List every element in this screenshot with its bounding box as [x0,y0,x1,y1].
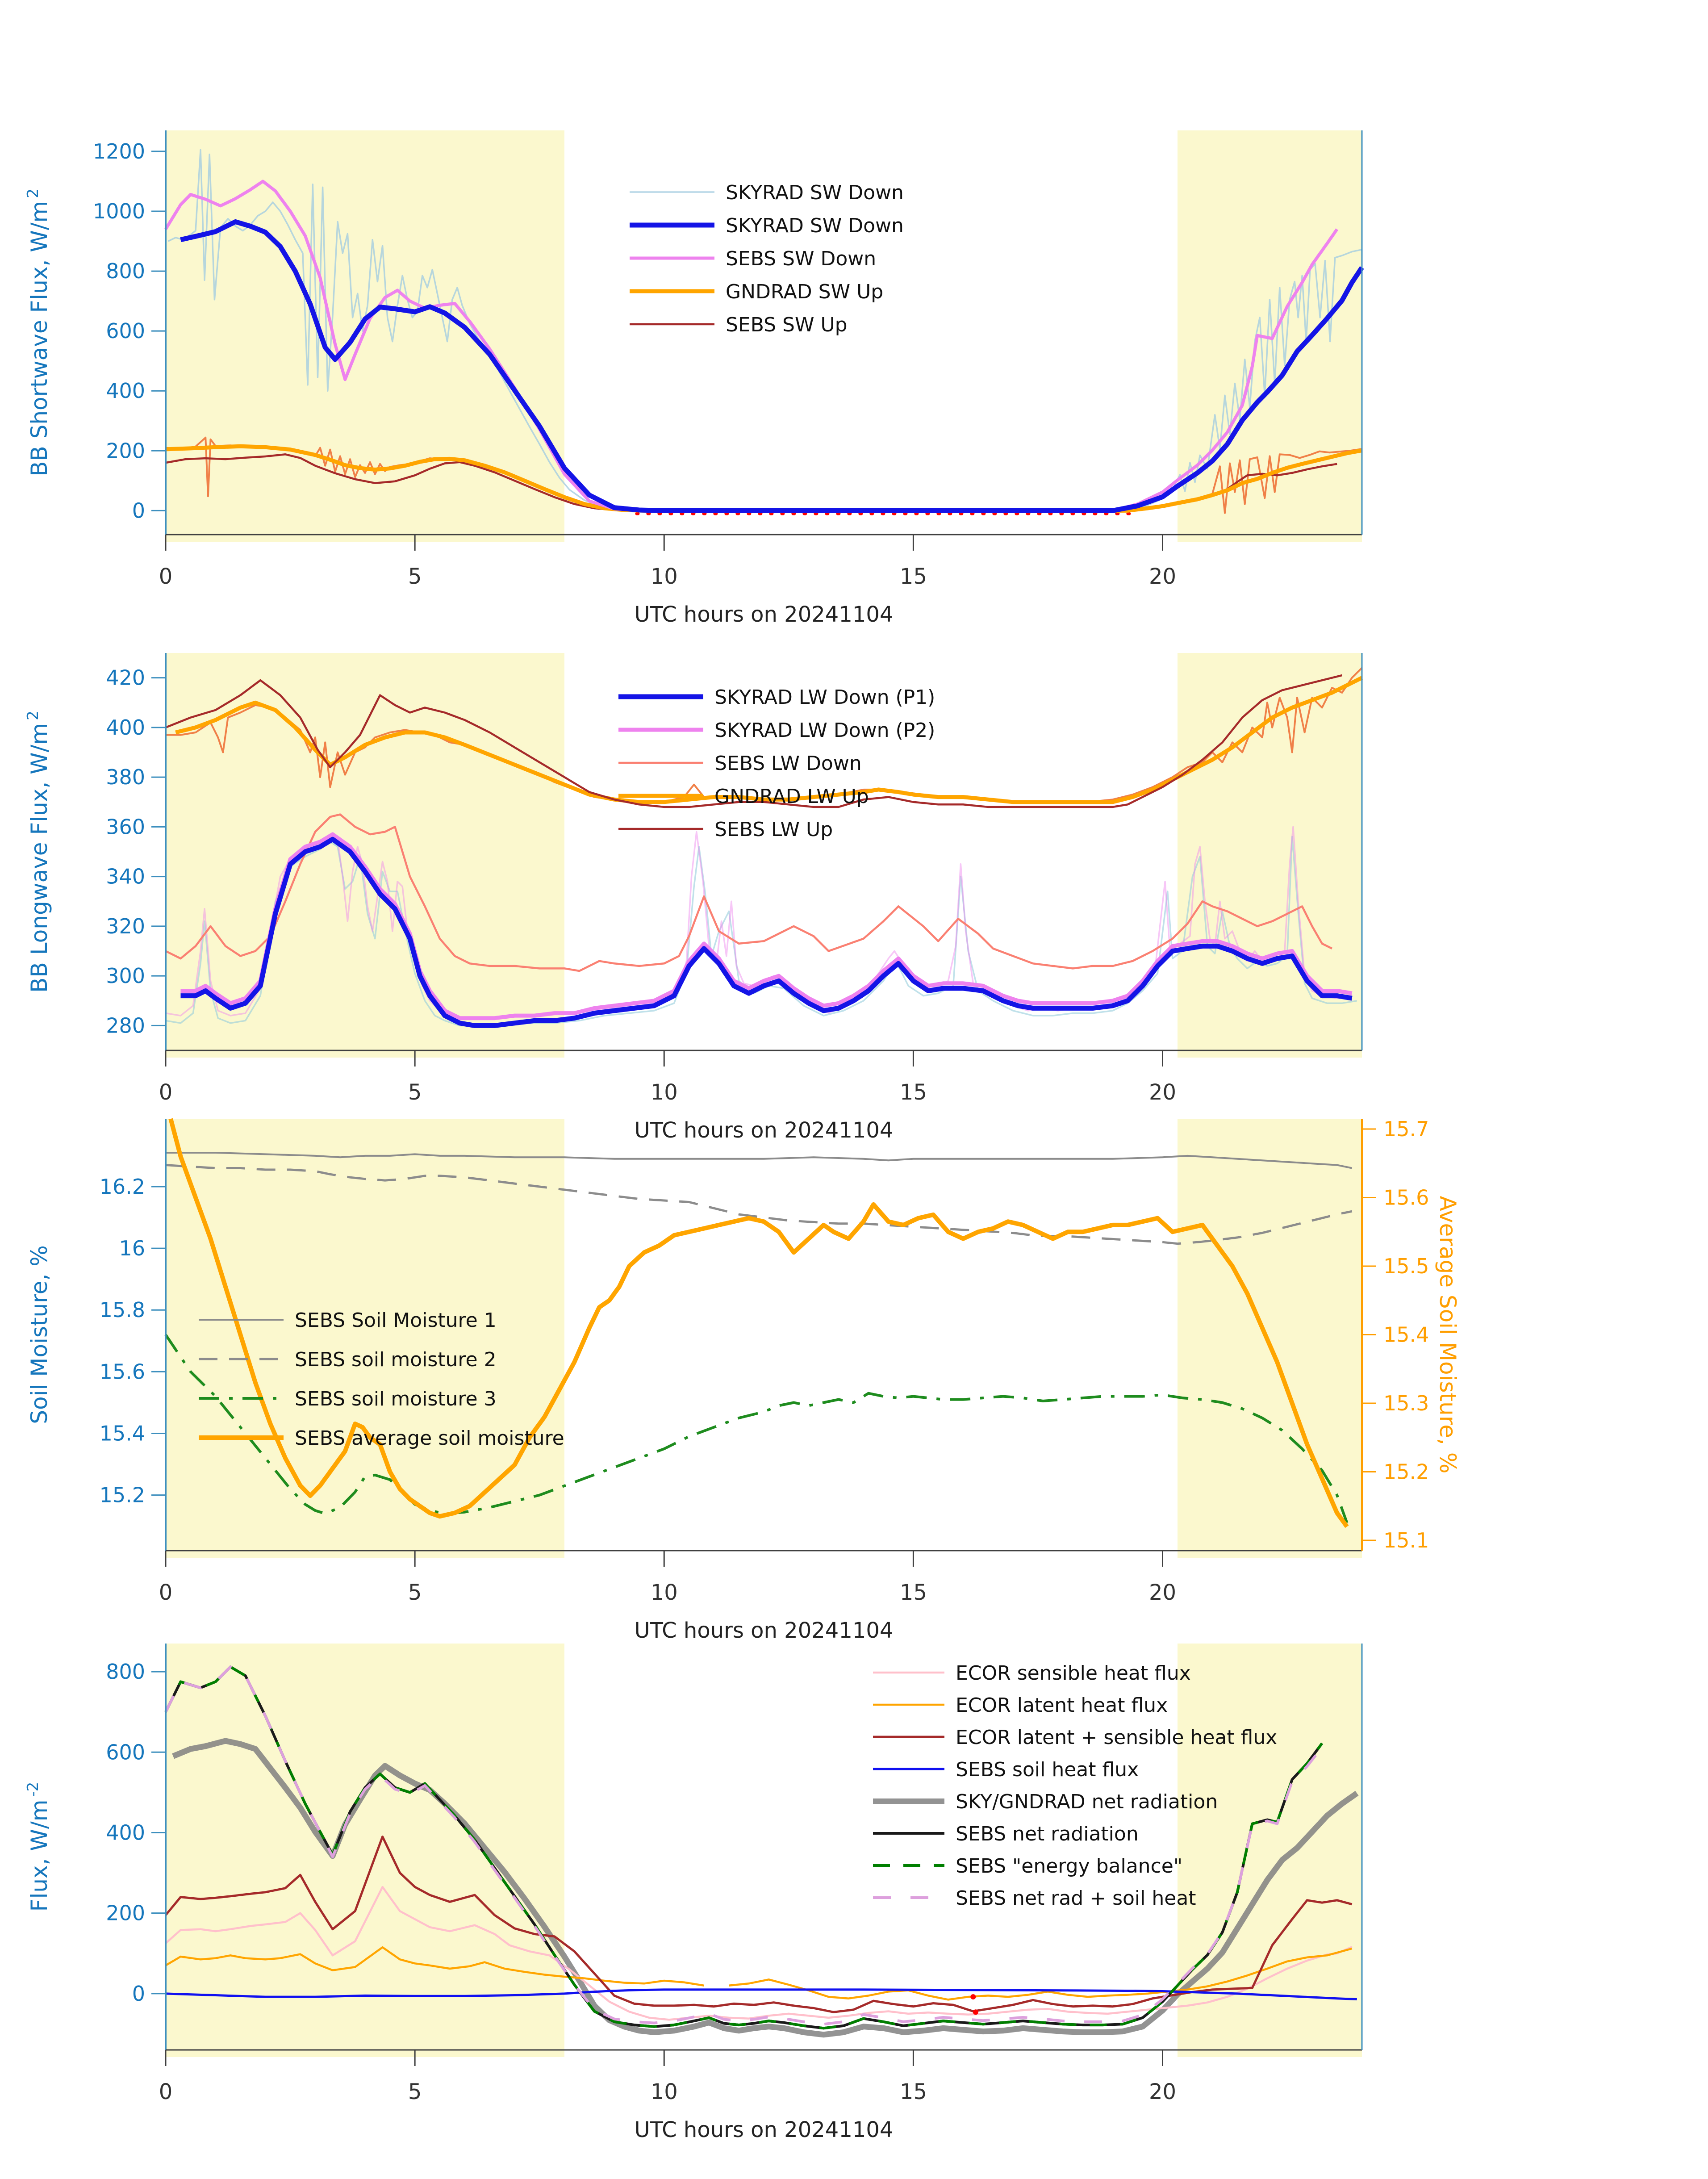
y-tick-label: 1200 [92,139,145,163]
panel-1 [24,130,1362,627]
y-tick-label-right: 15.3 [1383,1391,1429,1415]
y-tick-label: 200 [106,1901,145,1925]
x-tick-label: 10 [650,1580,678,1605]
y-tick-label: 340 [106,864,145,889]
panel-2 [24,653,1362,1143]
flag-marker [973,2009,978,2015]
legend-label-sebs-net-radiation: SEBS net radiation [956,1823,1139,1845]
legend-label-sebs-sw-down: SEBS SW Down [726,247,877,270]
x-tick-label: 10 [650,564,678,589]
night-shading [166,1119,564,1558]
panel-4 [24,1644,1362,2142]
y-tick-label: 1000 [92,199,145,223]
flag-marker [970,1994,976,1999]
y-tick-label: 600 [106,1740,145,1765]
y-tick-label: 400 [106,1820,145,1845]
x-tick-label: 20 [1148,2079,1177,2104]
y-tick-label: 400 [106,715,145,740]
legend-item-sebs-netrad-plus-soilheat [873,1887,1196,1910]
x-axis-title: UTC hours on 20241104 [634,1618,894,1643]
legend-item-skyrad-sw-down-raw [630,181,904,204]
y-tick-label: 420 [106,665,145,690]
y-tick-label: 320 [106,914,145,938]
legend-label-skyrad-sw-down-raw: SKYRAD SW Down [726,181,904,204]
legend-item-sebs-net-radiation [873,1823,1139,1845]
y-tick-label: 0 [132,498,145,523]
y-tick-label: 0 [132,1981,145,2006]
y-axis-title-right: Average Soil Moisture, % [1435,1196,1461,1474]
y-tick-label-right: 15.4 [1383,1322,1429,1347]
legend-label-sebs-soil-heat-flux: SEBS soil heat flux [956,1758,1139,1781]
y-tick-label: 280 [106,1013,145,1038]
y-tick-label-right: 15.2 [1383,1460,1429,1484]
y-tick-label: 400 [106,379,145,403]
legend-label-gndrad-sw-up: GNDRAD SW Up [726,280,884,303]
x-axis-title: UTC hours on 20241104 [634,1118,894,1143]
y-tick-label: 300 [106,964,145,988]
legend-item-skyrad-lw-down-p2 [618,719,935,742]
legend-label-sebs-lw-up: SEBS LW Up [714,818,833,841]
legend-label-sebs-sw-up: SEBS SW Up [726,314,848,336]
y-tick-label: 15.6 [99,1359,145,1384]
legend-item-ecor-latent-heat-flux [873,1694,1168,1717]
legend-item-gndrad-lw-up [618,785,869,808]
legend-label-sebs-average-soil-moisture: SEBS average soil moisture [295,1427,564,1450]
x-tick-label: 15 [899,1080,927,1105]
x-tick-label: 20 [1148,1080,1177,1105]
legend-label-ecor-sensible-heat-flux: ECOR sensible heat flux [956,1662,1191,1685]
y-tick-label: 16 [119,1236,145,1261]
legend-label-sebs-lw-down: SEBS LW Down [714,752,862,775]
legend-label-sebs-soil-moisture-1: SEBS Soil Moisture 1 [295,1309,497,1332]
x-axis-title: UTC hours on 20241104 [634,2117,894,2142]
x-tick-label: 0 [159,1080,173,1105]
legend-label-skyrad-lw-down-p2: SKYRAD LW Down (P2) [714,719,935,742]
y-axis-title: Soil Moisture, % [26,1245,52,1424]
y-tick-label-right: 15.1 [1383,1528,1429,1552]
legend-label-skyrad-sw-down-avg: SKYRAD SW Down [726,214,904,237]
y-tick-label: 800 [106,259,145,284]
y-tick-label-right: 15.5 [1383,1254,1429,1279]
x-tick-label: 20 [1148,564,1177,589]
legend-item-ecor-latent-plus-sensible [873,1726,1277,1749]
x-tick-label: 15 [899,2079,927,2104]
legend-label-sebs-energy-balance: SEBS "energy balance" [956,1855,1183,1878]
legend-item-gndrad-sw-up [630,280,883,303]
night-shading [1178,130,1362,542]
y-tick-label: 380 [106,765,145,790]
x-tick-label: 10 [650,2079,678,2104]
x-axis-title: UTC hours on 20241104 [634,602,894,627]
x-tick-label: 5 [408,2079,422,2104]
legend-label-gndrad-lw-up: GNDRAD LW Up [714,785,869,808]
legend-label-sebs-soil-moisture-3: SEBS soil moisture 3 [295,1388,497,1410]
legend-item-sebs-lw-up [618,818,833,841]
y-axis-title: BB Longwave Flux, $W/m^2$ [24,711,52,993]
y-tick-label: 15.2 [99,1483,145,1507]
legend-item-sebs-soil-heat-flux [873,1758,1139,1781]
y-tick-label: 600 [106,319,145,343]
x-tick-label: 15 [899,1580,927,1605]
legend-item-sebs-sw-up [630,314,848,336]
y-tick-label: 16.2 [99,1174,145,1199]
x-tick-label: 5 [408,564,422,589]
y-tick-label: 15.4 [99,1421,145,1446]
legend-item-sebs-sw-down [630,247,876,270]
y-tick-label: 15.8 [99,1298,145,1322]
y-tick-label-right: 15.6 [1383,1185,1429,1210]
legend-label-ecor-latent-heat-flux: ECOR latent heat flux [956,1694,1168,1717]
x-tick-label: 0 [159,564,173,589]
legend-item-sebs-energy-balance [873,1855,1182,1878]
x-tick-label: 20 [1148,1580,1177,1605]
y-axis-title: BB Shortwave Flux, $W/m^2$ [24,188,52,477]
y-tick-label: 200 [106,439,145,463]
y-axis-title: Flux, $W/m^{-2}$ [24,1782,52,1912]
y-tick-label: 800 [106,1660,145,1684]
x-tick-label: 5 [408,1080,422,1105]
legend-item-skyrad-sw-down-avg [630,214,904,237]
legend-item-sky-gndrad-net-radiation [873,1790,1218,1813]
legend-label-sky-gndrad-net-radiation: SKY/GNDRAD net radiation [956,1790,1218,1813]
night-shading [166,130,564,542]
legend-item-ecor-sensible-heat-flux [873,1662,1191,1685]
x-tick-label: 10 [650,1080,678,1105]
x-tick-label: 0 [159,2079,173,2104]
y-tick-label: 360 [106,815,145,839]
x-tick-label: 5 [408,1580,422,1605]
x-tick-label: 15 [899,564,927,589]
x-tick-label: 0 [159,1580,173,1605]
legend-label-sebs-netrad-plus-soilheat: SEBS net rad + soil heat [956,1887,1196,1910]
legend-item-sebs-lw-down [618,752,862,775]
legend-item-skyrad-lw-down-p1 [618,686,935,709]
legend-label-skyrad-lw-down-p1: SKYRAD LW Down (P1) [714,686,935,709]
y-tick-label-right: 15.7 [1383,1117,1429,1142]
legend-label-ecor-latent-plus-sensible: ECOR latent + sensible heat flux [956,1726,1278,1749]
legend-label-sebs-soil-moisture-2: SEBS soil moisture 2 [295,1348,497,1371]
panel-3 [26,1117,1461,1643]
night-shading [1178,1119,1362,1558]
